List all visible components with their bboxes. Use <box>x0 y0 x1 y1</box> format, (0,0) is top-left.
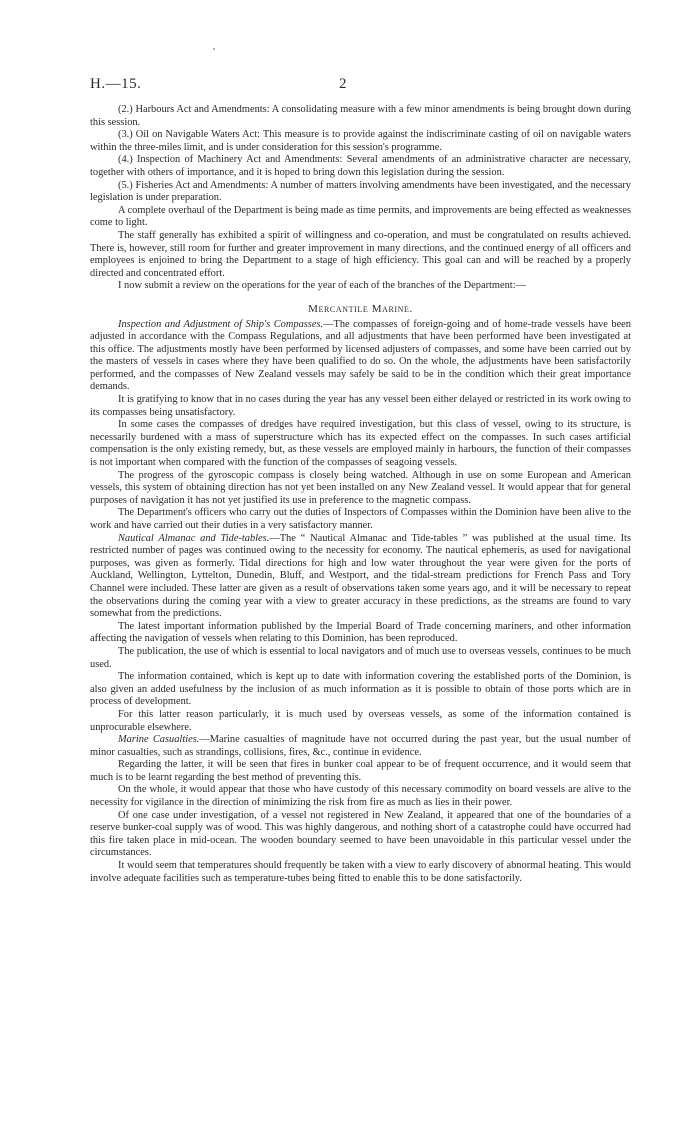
paragraph-lead: Inspection and Adjustment of Ship's Compasses. <box>118 318 324 330</box>
paragraph <box>90 671 631 709</box>
body-text <box>90 104 631 885</box>
paragraph-text: In some cases the compasses of dredges have required investigation, but this class of vessel, owing to its structure, is necessarily burdened with a mass of superstructure which has its expected effect on the compasses. In such cases artificial compensation is the only existing remedy, but, as these vessels are employed mainly in harbours, the function of their compasses is not important when compared with the function of the compasses of seagoing vessels. <box>90 419 631 469</box>
paragraph: (2.) Harbours Act and Amendments: A consolidating measure with a few minor amendments is being brought down during this session. <box>90 104 631 128</box>
document-reference: H.—15. <box>90 76 142 92</box>
paragraph: I now submit a review on the operations for the year of each of the branches of the Department:— <box>118 280 526 292</box>
paragraph <box>90 533 631 621</box>
paragraph-text: The Department's officers who carry out the duties of Inspectors of Compasses within the Dominion have been alive to the work and have carried out their duties in a very satisfactory manner. <box>90 507 631 531</box>
paragraph-text: —Marine casualties of magnitude have not occurred during the past year, but the usual number of minor casualties, such as strandings, collisions, fires, &c., continue in evidence. <box>90 734 631 758</box>
scan-speck <box>213 48 215 50</box>
paragraph-text: The publication, the use of which is essential to local navigators and of much use to overseas vessels, continues to be much used. <box>90 645 631 670</box>
paragraph: (4.) Inspection of Machinery Act and Amendments: Several amendments of an administrative character are necessary, together with others of importance, and it is hoped to bring down this legislation during the session. <box>90 154 631 178</box>
paragraph-text: It would seem that temperatures should frequently be taken with a view to early discovery of abnormal heating. This would involve adequate facilities such as temperature-tubes being fitted to enable this to be done satisfactorily. <box>90 860 631 884</box>
paragraph <box>90 394 631 419</box>
paragraph <box>90 621 631 646</box>
paragraph <box>90 784 631 809</box>
paragraph-text: It is gratifying to know that in no cases during the year has any vessel been either delayed or restricted in its work owing to its compasses being unsatisfactory. <box>90 394 631 418</box>
paragraph: A complete overhaul of the Department is being made as time permits, and improvements are being effected as weaknesses come to light. <box>90 204 631 229</box>
paragraph: The staff generally has exhibited a spirit of willingness and co-operation, and must be congratulated on results achieved. There is, however, still room for further and greater improvement in many directions, and the continued energy of all officers and employees is enjoined to bring the Department to a stage of high efficiency. This goal can and will be reached by a properly directed and concentrated effort. <box>90 229 631 279</box>
paragraph-text: The information contained, which is kept up to date with information covering the established ports of the Dominion, is also given an added usefulness by the inclusion of as much information as it is possible to obtain of those ports which are in process of development. <box>90 671 631 708</box>
paragraph <box>90 470 631 508</box>
paragraph-lead: Marine Casualties. <box>118 734 200 746</box>
paragraph <box>90 810 631 860</box>
paragraph-text: On the whole, it would appear that those who have custody of this necessary commodity on board vessels are alive to the necessity for vigilance in the direction of minimizing the risk from fire as much as lies in their power. <box>90 784 631 809</box>
paragraph: (3.) Oil on Navigable Waters Act: This measure is to provide against the indiscriminate casting of oil on navigable waters within the three-miles limit, and is under consideration for this session's programme. <box>90 129 631 153</box>
paragraph-text: Of one case under investigation, of a vessel not registered in New Zealand, it appeared that one of the boundaries of a reserve bunker-coal supply was of wood. This was highly dangerous, and nothing short of a catastrophe could have occurred had this fire taken place in mid-ocean. The wooden boundary seemed to have been unavoidable in this particular vessel under the circumstances. <box>90 809 631 859</box>
paragraph <box>90 319 631 395</box>
paragraph <box>90 419 631 469</box>
paragraph <box>90 860 631 885</box>
paragraph <box>90 734 631 759</box>
paragraph-text: —The compasses of foreign-going and of home-trade vessels have been adjusted in accordance with the Compass Regulations, and all adjustments that have been performed have been investigated at this office. The adjustments mostly have been performed by licensed adjusters of compasses, and some have been carried out by the masters of vessels in cases where they have been qualified to do so. On the whole, the adjustments have been satisfactorily performed, and the compasses of New Zealand vessels may safely be said to be in the condition which their great importance demands. <box>90 318 631 393</box>
paragraph-text: The latest important information published by the Imperial Board of Trade concerning mariners, and other information affecting the navigation of vessels when relating to this Dominion, has been reproduced. <box>90 620 631 645</box>
paragraph <box>90 759 631 784</box>
paragraph <box>90 507 631 532</box>
paragraph-text: Regarding the latter, it will be seen that fires in bunker coal appear to be of frequent occurrence, and it would seem that much is to be learnt regarding the best method of preventing this. <box>90 759 631 783</box>
paragraph-text: The progress of the gyroscopic compass is closely being watched. Although in use on some European and American vessels, this system of obtaining direction has not yet been installed on any New Zealand vessel. It would appear that for general purposes of navigation it has not yet justified its use in preference to the magnetic compass. <box>90 469 631 506</box>
paragraph-text: For this latter reason particularly, it is much used by overseas vessels, as some of the information contained is unprocurable elsewhere. <box>90 708 631 733</box>
paragraph <box>90 709 631 734</box>
section-heading: Mercantile Marine. <box>308 302 413 315</box>
paragraph: (5.) Fisheries Act and Amendments: A number of matters involving amendments have been investigated, and the necessary legislation is under preparation. <box>90 179 631 204</box>
paragraph <box>90 646 631 671</box>
paragraph-text: —The “ Nautical Almanac and Tide-tables ” was published at the usual time. Its restricted number of pages was continued owing to the necessity for economy. The nautical ephemeris, as used for navigational purposes, was given as formerly. Tidal directions for high and low water throughout the year were given for the ports of Auckland, Wellington, Lyttelton, Dunedin, Bluff, and Westport, and the tidal-stream predictions for French Pass and Tory Channel were included. These latter are given as a result of observations taken some years ago, and it will be necessary to repeat the observations during the coming year with a view to greater accuracy in these predictions, as the streams are found to vary somewhat from the predictions. <box>90 532 631 620</box>
paragraph-lead: Nautical Almanac and Tide-tables. <box>118 532 270 544</box>
page-number: 2 <box>339 76 347 92</box>
